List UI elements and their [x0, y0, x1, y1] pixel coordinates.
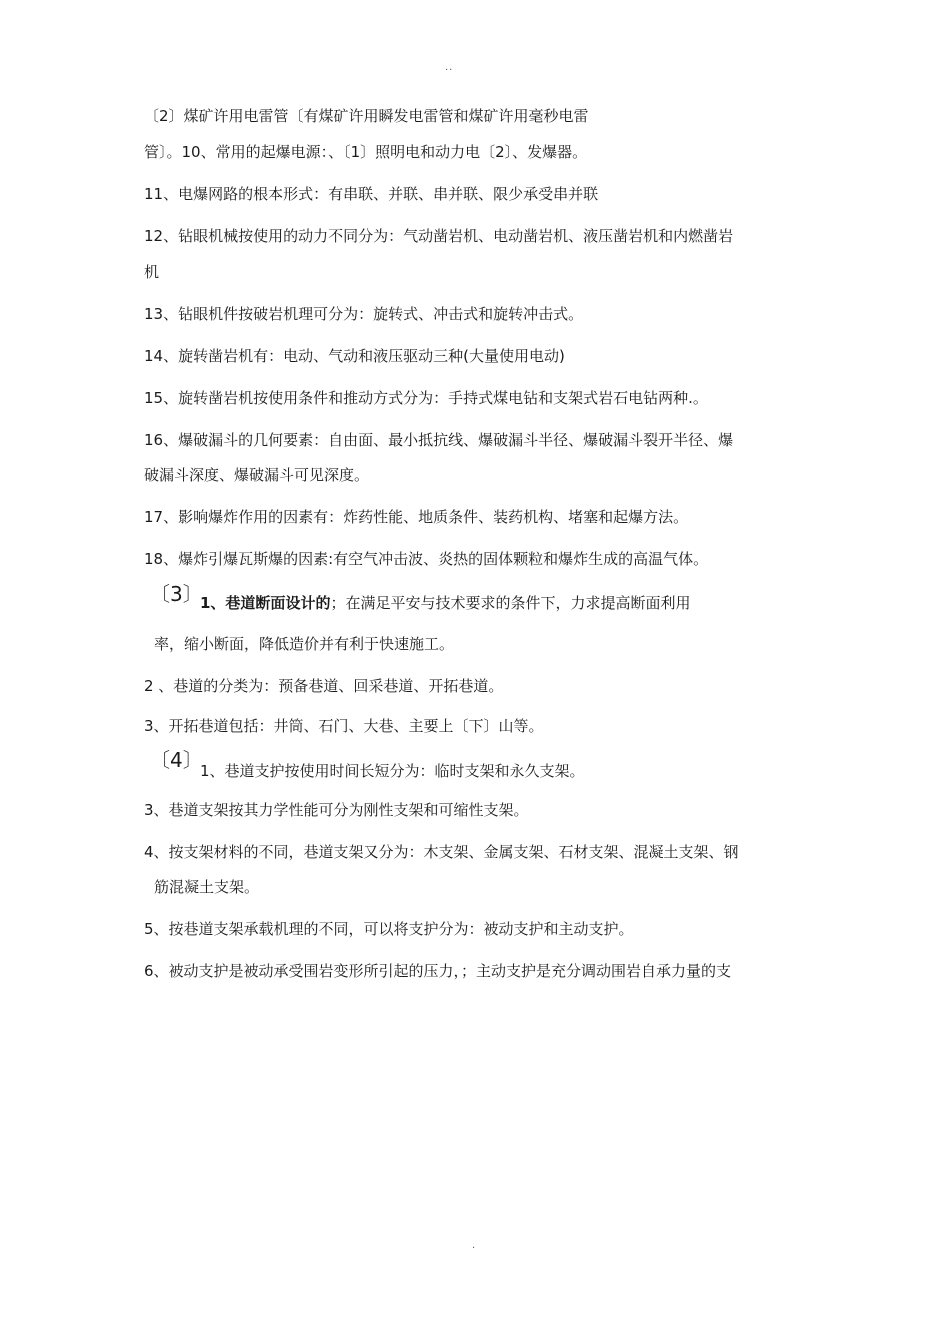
text-line: 13、钻眼机件按破岩机理可分为：旋转式、冲击式和旋转冲击式。 [144, 305, 584, 323]
header-mark: .. [445, 62, 454, 73]
text-line: 17、影响爆炸作用的因素有：炸药性能、地质条件、装药机构、堵塞和起爆方法。 [144, 508, 689, 526]
text-line: 筋混凝土支架。 [154, 878, 260, 896]
text-line: 14、旋转凿岩机有：电动、气动和液压驱动三种(大量使用电动) [144, 347, 565, 365]
text-line: 机 [144, 263, 160, 281]
text-line: 16、爆破漏斗的几何要素：自由面、最小抵抗线、爆破漏斗半径、爆破漏斗裂开半径、爆 [144, 431, 734, 449]
text-line: 2 、巷道的分类为：预备巷道、回采巷道、开拓巷道。 [144, 677, 504, 695]
section-4-marker: 〔4〕 [150, 748, 203, 772]
text-line: 5、按巷道支架承载机理的不同，可以将支护分为：被动支护和主动支护。 [144, 920, 634, 938]
text-line: 15、旋转凿岩机按使用条件和推动方式分为：手持式煤电钻和支架式岩石电钻两种.。 [144, 389, 708, 407]
text-line: 3、巷道支架按其力学性能可分为刚性支架和可缩性支架。 [144, 801, 529, 819]
section-3-continuation: 率，缩小断面，降低造价并有利于快速施工。 [154, 635, 455, 653]
footer-mark: . [472, 1240, 477, 1251]
section-4-text: 1、巷道支护按使用时间长短分为：临时支架和永久支架。 [200, 762, 585, 780]
text-line: 6、被动支护是被动承受围岩变形所引起的压力，；主动支护是充分调动围岩自承力量的支 [144, 962, 732, 980]
text-line: 4、按支架材料的不同，巷道支架又分为：木支架、金属支架、石材支架、混凝土支架、钢 [144, 843, 739, 861]
text-line: 〔2〕煤矿许用电雷管〔有煤矿许用瞬发电雷管和煤矿许用毫秒电雷 [144, 107, 589, 125]
text-line: 11、电爆网路的根本形式：有串联、并联、串并联、限少承受串并联 [144, 185, 599, 203]
section-3-bold: 1、巷道断面设计的 [200, 594, 331, 612]
text-line: 3、开拓巷道包括：井筒、石门、大巷、主要上〔下〕山等。 [144, 717, 544, 735]
section-3-marker: 〔3〕 [150, 582, 203, 606]
text-line: 破漏斗深度、爆破漏斗可见深度。 [144, 466, 370, 484]
text-line: 管〕。10、常用的起爆电源：、〔1〕照明电和动力电〔2〕、发爆器。 [144, 143, 588, 161]
text-line: 12、钻眼机械按使用的动力不同分为：气动凿岩机、电动凿岩机、液压凿岩机和内燃凿岩 [144, 227, 734, 245]
section-3-rest: ；在满足平安与技术要求的条件下，力求提高断面利用 [330, 594, 691, 612]
section-3-heading [200, 593, 690, 613]
text-line: 18、爆炸引爆瓦斯爆的因素:有空气冲击波、炎热的固体颗粒和爆炸生成的高温气体。 [144, 550, 709, 568]
